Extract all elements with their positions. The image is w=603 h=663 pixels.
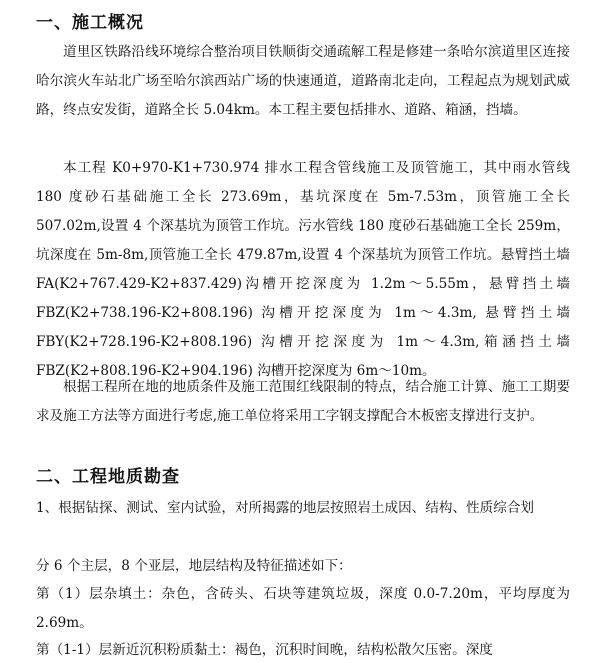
section-2-item-1: 1、根据钻探、测试、室内试验，对所揭露的地层按照岩土成因、结构、性质综合划: [36, 500, 535, 516]
section-1-heading: 一、施工概况: [36, 13, 144, 33]
layer-1-description: 第（1）层杂填土：杂色，含砖头、石块等建筑垃圾，深度 0.0-7.20m，平均厚度为 2.69m。: [36, 586, 570, 631]
layer-1-1-description: 第（1-1）层新近沉积粉质黏土：褐色，沉积时间晚，结构松散欠压密。深度: [36, 642, 493, 658]
section-1-paragraph-support: 根据工程所在地的地质条件及施工范围红线限制的特点，结合施工计算、施工工期要求及施工方法等方面进行考虑,施工单位将采用工字钢支撑配合木板密支撑进行支护。: [36, 379, 570, 424]
section-1-paragraph-overview: 道里区铁路沿线环境综合整治项目铁顺街交通疏解工程是修建一条哈尔滨道里区连接哈尔滨火车站北广场至哈尔滨西站广场的快速通道，道路南北走向，工程起点为规划武威路，终点安发街，道路全长 5.04km。本工程主要包括排水、道路、箱涵，挡墙。: [36, 44, 570, 118]
section-2-heading: 二、工程地质勘查: [36, 467, 180, 487]
section-2-layers-intro: 分 6 个主层，8 个亚层，地层结构及特征描述如下：: [36, 558, 352, 574]
section-1-paragraph-scope: 本工程 K0+970-K1+730.974 排水工程含管线施工及顶管施工，其中雨水管线 180 度砂石基础施工全长 273.69m，基坑深度在 5m-7.53m，顶管施工全长 507.02m,设置 4 个深基坑为顶管工作坑。污水管线 180 度砂石基础施工全长 259m，坑深度在 5m-8m,顶管施工全长 479.87m,设置 4 个深基坑为顶管工作坑。悬臂挡土墙 FA(K2+767.429-K2+837.429)沟槽开挖深度为 1.2m～5.55m，悬臂挡土墙 FBZ(K2+738.196-K2+808.196) 沟槽开挖深度为 1m～4.3m, 悬臂挡土墙 FBY(K2+728.196-K2+808.196) 沟槽开挖深度为 1m～4.3m,箱涵挡土墙 FBZ(K2+808.196-K2+904.196) 沟槽开挖深度为 6m～10m。: [36, 160, 570, 379]
